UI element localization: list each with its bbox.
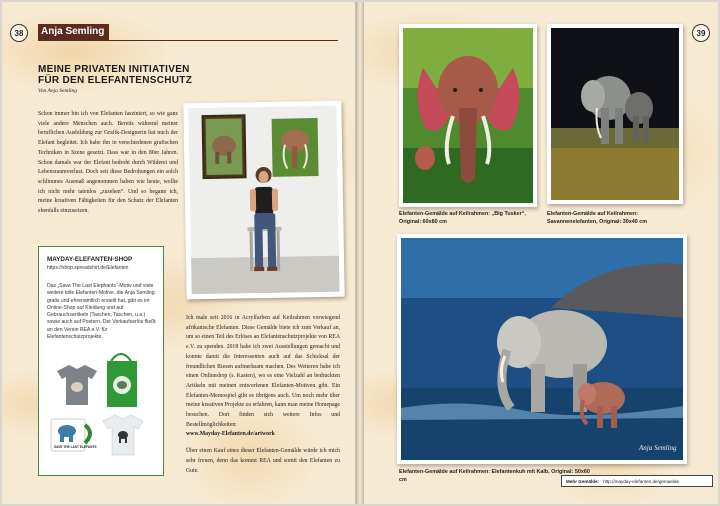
- page-number-right: 39: [692, 24, 710, 42]
- painting-savannah: [547, 24, 683, 204]
- mug-icon: [51, 419, 96, 451]
- author-rule: [38, 40, 338, 41]
- caption-cow-and-calf: Elefanten-Gemälde auf Keilrahmen: Elefantenkuh mit Kalb, Original: 50x60 cm: [399, 469, 590, 483]
- paragraph-3: Über einen Kauf eines dieser Elefanten-Gemälde würde ich mich sehr freuen, denn das kommt REA und somit den Elefanten zu Gute.: [186, 448, 340, 474]
- shop-url[interactable]: https://shop.spreadshirt.de/Elefanten: [47, 265, 129, 271]
- artist-signature: Anja Semling: [639, 444, 677, 452]
- right-page: [364, 2, 718, 504]
- more-paintings-box[interactable]: [561, 475, 713, 487]
- tote-bag-icon: [107, 354, 137, 407]
- page-number-left: 38: [10, 24, 28, 42]
- left-page: [2, 2, 356, 504]
- author-tab: Anja Semling: [38, 24, 109, 40]
- more-paintings-label: Mehr Gemälde:: [566, 478, 600, 484]
- byline: Von Anja Semling: [38, 88, 78, 94]
- shop-title: MAYDAY-ELEFANTEN-SHOP: [47, 256, 133, 263]
- caption-savannah: Elefanten-Gemälde auf Keilrahmen: Savannenelefanten, Original: 30x40 cm: [547, 211, 648, 225]
- main-column: [186, 314, 340, 485]
- svg-text:SAVE THE LAST ELEFANTS: SAVE THE LAST ELEFANTS: [54, 445, 97, 449]
- tshirt-white-icon: [103, 415, 143, 455]
- website-link[interactable]: www.Mayday-Elefanten.de/artwork: [186, 431, 275, 438]
- painting-big-tusker: [399, 24, 537, 207]
- page-gutter: [356, 2, 364, 504]
- photo-artist-with-paintings: [188, 106, 339, 295]
- tshirt-gray-icon: [57, 365, 97, 405]
- paragraph-2: Ich male seit 2016 in Acrylfarben auf Keilrahmen vorwiegend afrikanische Elefanten. Diese Gemälde biete ich zum Verkauf an, um so einen Teil des Erlöses an Elefantenschutzprojekte von REA e.V. zu spenden. 2018 habe ich zwei Ausstellungen gemacht und konnte damit die Interessenten auch auf das Schicksal der freundlichen Riesen aufmerksam machen. Des Weiteren habe ich einen Onlineshop (s. Kasten), wo es eine Vielzahl an bedruckten Artikeln mit meinen entworfenen Elefanten-Motiven gibt. Ein Elefanten-Memospiel gibt es übrigens auch. Um noch mehr über meine kreativen Projekte zu erfahren, kann man meine Homepage besuchen. Dort finden sich weitere Infos und Bestellmöglichkeiten: www.Mayday-Elefanten.de/artwork: [186, 315, 340, 438]
- intro-column: [38, 110, 178, 226]
- more-paintings-url[interactable]: http://mayday-elefanten.de/gemaelde: [603, 478, 680, 484]
- painting-cow-and-calf: [397, 234, 687, 464]
- shop-description: Das „Save The Last Elephants“-Motiv und viele weitere tolle Elefanten-Motive, die Anja Semling gratis und ehrenamtlich erstellt hat, gibt es im Online-Shop auf Kleidung und auf Gebrauchsartikeln (Taschen, Taschen, u.a.) sowie auch auf Postern. Der Verkaufserlös fließt an den Verein REA e.V. für Elefantenschutzprojekte.: [47, 283, 156, 341]
- shop-products-illustration: [45, 347, 159, 471]
- shop-box: [38, 246, 164, 476]
- article-headline: MEINE PRIVATEN INITIATIVEN FÜR DEN ELEFANTENSCHUTZ: [38, 64, 193, 86]
- caption-big-tusker: Elefanten-Gemälde auf Keilrahmen: „Big Tusker“, Original: 60x80 cm: [399, 211, 526, 225]
- exhibition-photo: [183, 101, 344, 300]
- intro-paragraph: Schon immer bin ich von Elefanten fasziniert, so wie ganz viele andere Menschen auch. Bereits während meiner beruflichen Ausbildung zur Grafik-Designerin hat mich der Elefant begleitet. Ich habe ihn in verschiedenen grafischen Techniken in Szene gesetzt. Dass war in den 80er Jahren. Schon damals war der Elefant bedroht durch Wilderei und Lebensraumverlust. Doch seit diese Bedrohungen ein solch schlimmes Ausmaß angenommen haben wie heute, wollte ich nicht mehr tatenlos „zusehen“. Und so begann ich, meine kreativen Fähigkeiten für den Schutz der Elefanten ebenfalls einzusetzen.: [38, 111, 178, 215]
